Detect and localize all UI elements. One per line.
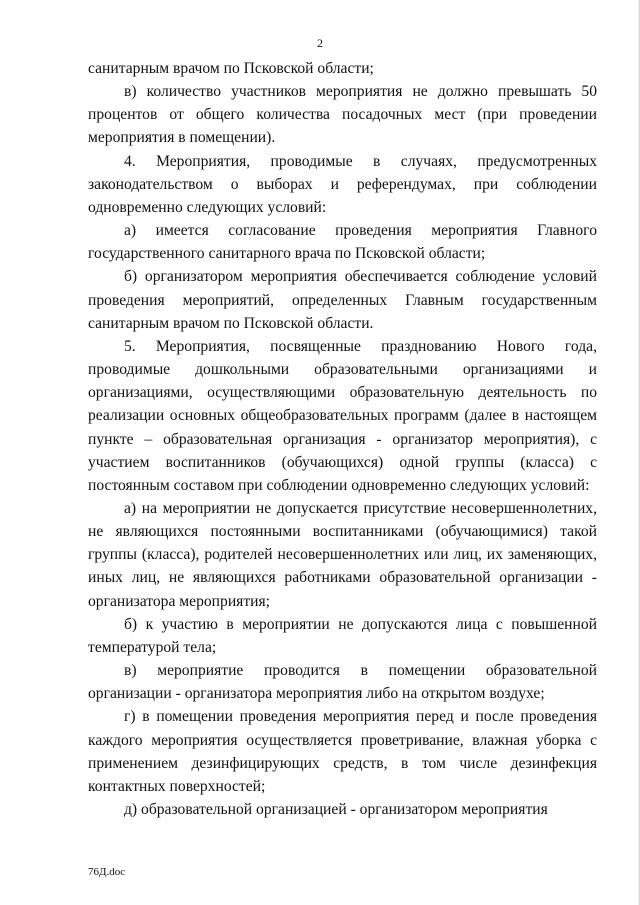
- paragraph-item-g: г) в помещении проведения мероприятия перед и после проведения каждого мероприятия осуществляется проветривание, влажная уборка с применением дезинфицирующих средств, в том числе дезинфекция контактных поверхностей;: [88, 708, 597, 795]
- footer-filename: 76Д.doc: [88, 866, 126, 878]
- paragraph-item-b: б) организатором мероприятия обеспечивается соблюдение условий проведения мероприятий, определенных Главным государственным санитарным врачом по Псковской области.: [88, 268, 597, 332]
- paragraph-item-a: а) имеется согласование проведения мероприятия Главного государственного санитарного врача по Псковской области;: [88, 222, 597, 263]
- paragraph-clause-4: 4. Мероприятия, проводимые в случаях, предусмотренных законодательством о выборах и референдумах, при соблюдении одновременно следующих условий:: [88, 152, 597, 216]
- paragraph-item-v: в) количество участников мероприятия не должно превышать 50 процентов от общего количества посадочных мест (при проведении мероприятия в помещении).: [88, 83, 597, 147]
- paragraph-item-v-2: в) мероприятие проводится в помещении образовательной организации - организатора мероприятия либо на открытом воздухе;: [88, 662, 597, 703]
- paragraph-item-b-2: б) к участию в мероприятии не допускаются лица с повышенной температурой тела;: [88, 615, 597, 656]
- document-body: [88, 57, 597, 821]
- paragraph-clause-5: 5. Мероприятия, посвященные празднованию Нового года, проводимые дошкольными образовательными организациями и организациями, осуществляющими образовательную деятельность по реализации основных общеобразовательных программ (далее в настоящем пункте – образовательная организация - организатор мероприятия), с участием воспитанников (обучающихся) одной группы (класса) с постоянным составом при соблюдении одновременно следующих условий:: [88, 337, 597, 494]
- paragraph-item-d: д) образовательной организацией - организатором мероприятия: [124, 801, 548, 818]
- page-number: 2: [317, 36, 323, 50]
- paragraph-item-a-2: а) на мероприятии не допускается присутствие несовершеннолетних, не являющихся постоянными воспитанниками (обучающимися) такой группы (класса), родителей несовершеннолетних или лиц, их заменяющих, иных лиц, не являющихся работниками образовательной организации - организатора мероприятия;: [88, 499, 597, 610]
- paragraph-continuation: санитарным врачом по Псковской области;: [88, 60, 374, 77]
